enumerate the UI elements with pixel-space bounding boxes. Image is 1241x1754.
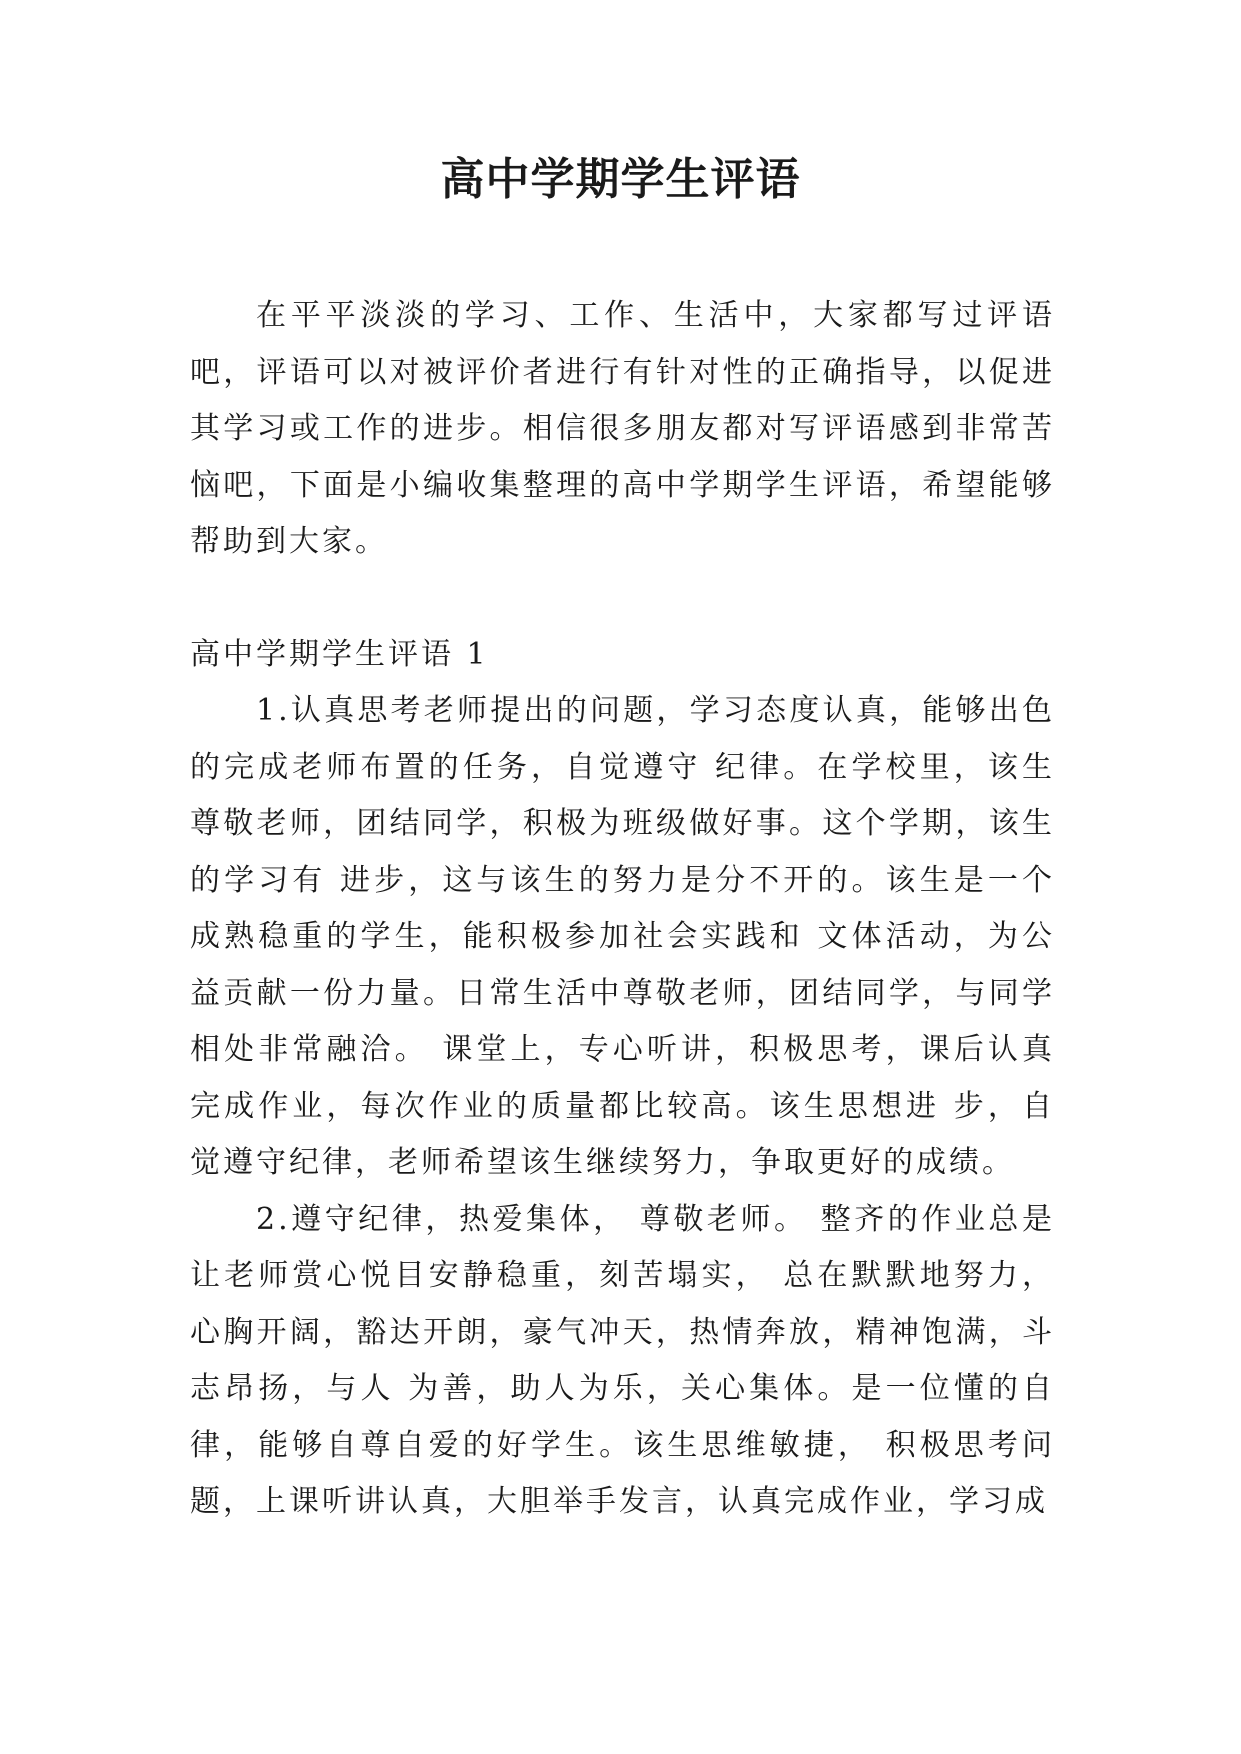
section-heading: 高中学期学生评语 1 — [190, 636, 489, 672]
comment-item-2: 2.遵守纪律，热爱集体， 尊敬老师。 整齐的作业总是让老师赏心悦目安静稳重，刻苦塌实， 总在默默地努力，心胸开阔，豁达开朗，豪气冲天，热情奔放，精神饱满，斗志昂扬，与人 为善，助人为乐，关心集体。是一位懂的自律，能够自尊自爱的好学生。该生思维敏捷， 积极思考问题，上课听讲认真，大胆举手发言，认真完成作业，学习成 — [190, 1201, 1055, 1519]
document-body — [190, 288, 1055, 1531]
comment-item-1: 1.认真思考老师提出的问题，学习态度认真，能够出色的完成老师布置的任务，自觉遵守 纪律。在学校里，该生尊敬老师，团结同学，积极为班级做好事。这个学期，该生的学习有 进步，这与该生的努力是分不开的。该生是一个成熟稳重的学生，能积极参加社会实践和 文体活动，为公益贡献一份力量。日常生活中尊敬老师，团结同学，与同学相处非常融洽。 课堂上，专心听讲，积极思考，课后认真完成作业，每次作业的质量都比较高。该生思想进 步，自觉遵守纪律，老师希望该生继续努力，争取更好的成绩。 — [190, 693, 1055, 1180]
document-title: 高中学期学生评语 — [440, 154, 801, 205]
intro-paragraph: 在平平淡淡的学习、工作、生活中，大家都写过评语吧，评语可以对被评价者进行有针对性的正确指导，以促进其学习或工作的进步。相信很多朋友都对写评语感到非常苦恼吧，下面是小编收集整理的高中学期学生评语，希望能够帮助到大家。 — [190, 298, 1055, 559]
